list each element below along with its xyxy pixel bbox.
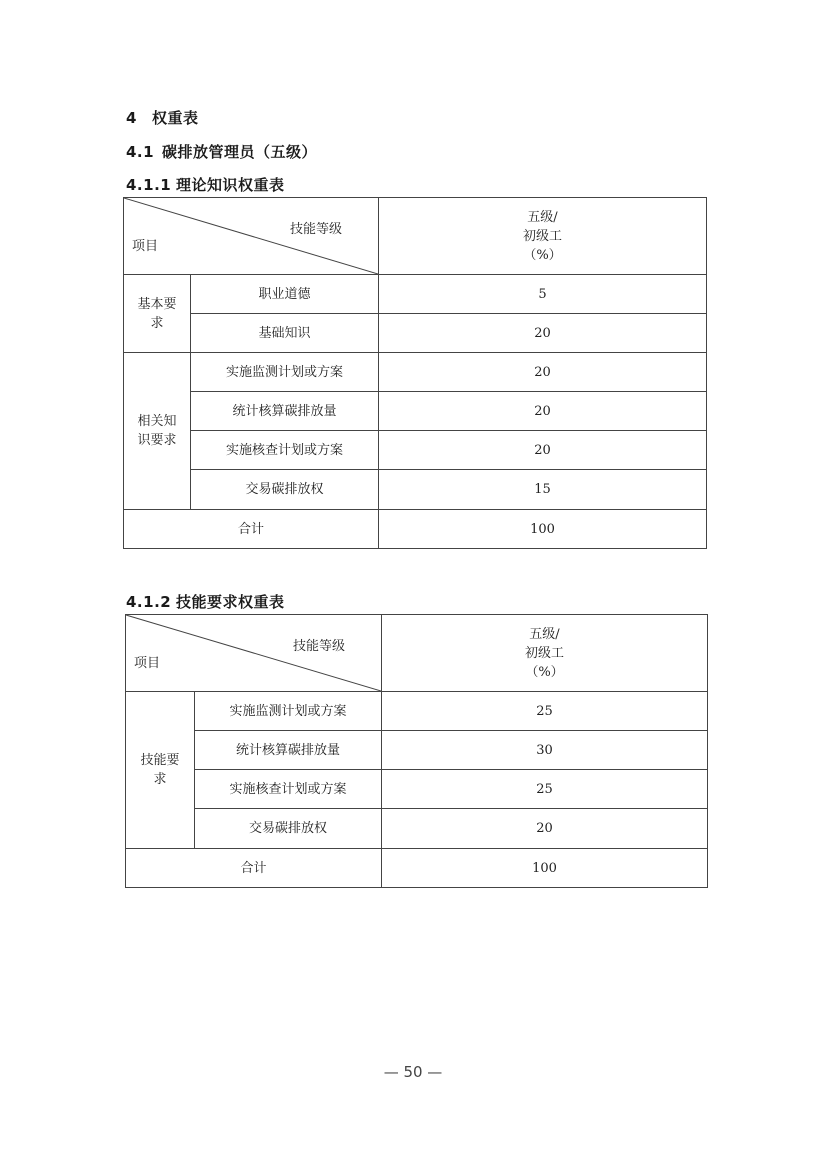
item-cell: 交易碳排放权 <box>195 809 382 849</box>
table2-heading <box>126 591 285 612</box>
section-number: 4 <box>126 109 137 127</box>
table2-number: 4.1.2 <box>126 593 172 611</box>
level-header-line3: （%） <box>525 664 564 680</box>
section-title: 权重表 <box>152 109 199 127</box>
page-number: — 50 — <box>383 1063 443 1081</box>
value-cell: 20 <box>379 314 707 353</box>
table1-title: 理论知识权重表 <box>176 176 285 194</box>
group-label-line2: 求 <box>153 772 167 787</box>
section-heading <box>126 107 199 128</box>
group-label-line2: 求 <box>150 315 164 331</box>
item-cell: 统计核算碳排放量 <box>195 731 382 770</box>
item-cell: 基础知识 <box>191 314 379 353</box>
level-header <box>382 615 708 692</box>
skill-level-header: 技能等级 <box>292 639 345 654</box>
subsection-title: 碳排放管理员（五级） <box>162 143 318 161</box>
group-label-related <box>124 353 191 510</box>
group-label-line1: 技能要 <box>140 753 180 768</box>
value-cell: 25 <box>382 770 708 809</box>
value-cell: 20 <box>379 392 707 431</box>
item-cell: 实施核查计划或方案 <box>191 431 379 470</box>
theory-knowledge-weight-table <box>123 197 707 549</box>
header-diagonal-cell <box>124 198 379 275</box>
level-header-line1: 五级/ <box>529 626 560 642</box>
group-label-basic <box>124 275 191 353</box>
value-cell: 25 <box>382 692 708 731</box>
subsection-heading <box>126 141 317 162</box>
header-diagonal-cell <box>126 615 382 692</box>
table1-heading <box>126 174 285 195</box>
item-header: 项目 <box>132 239 159 254</box>
total-value: 100 <box>379 510 707 549</box>
item-cell: 实施核查计划或方案 <box>195 770 382 809</box>
value-cell: 30 <box>382 731 708 770</box>
item-cell: 实施监测计划或方案 <box>195 692 382 731</box>
item-cell: 统计核算碳排放量 <box>191 392 379 431</box>
value-cell: 20 <box>379 353 707 392</box>
level-header-line3: （%） <box>523 247 562 263</box>
group-label-line1: 基本要 <box>137 296 177 312</box>
skill-level-header: 技能等级 <box>289 222 342 237</box>
value-cell: 15 <box>379 470 707 510</box>
level-header-line2: 初级工 <box>524 645 564 661</box>
group-label-line1: 相关知 <box>137 414 177 429</box>
skill-requirement-weight-table <box>125 614 708 888</box>
total-label: 合计 <box>124 510 379 549</box>
group-label-skill <box>126 692 195 849</box>
level-header-line2: 初级工 <box>522 228 562 244</box>
subsection-number: 4.1 <box>126 143 155 161</box>
value-cell: 20 <box>382 809 708 849</box>
value-cell: 5 <box>379 275 707 314</box>
item-cell: 实施监测计划或方案 <box>191 353 379 392</box>
table1-number: 4.1.1 <box>126 176 172 194</box>
value-cell: 20 <box>379 431 707 470</box>
total-value: 100 <box>382 849 708 888</box>
item-header: 项目 <box>134 656 161 671</box>
level-header <box>379 198 707 275</box>
total-label: 合计 <box>126 849 382 888</box>
group-label-line2: 识要求 <box>137 433 177 448</box>
item-cell: 职业道德 <box>191 275 379 314</box>
item-cell: 交易碳排放权 <box>191 470 379 510</box>
level-header-line1: 五级/ <box>527 209 558 225</box>
table2-title: 技能要求权重表 <box>176 593 285 611</box>
